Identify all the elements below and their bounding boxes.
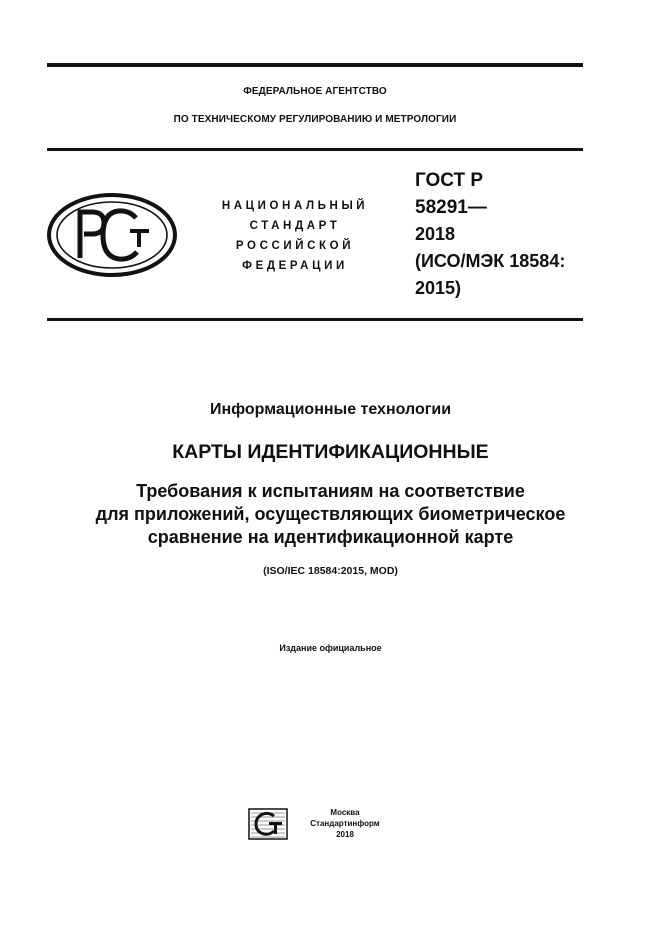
rst-certification-mark-icon — [46, 192, 178, 278]
standartinform-logo-icon — [248, 808, 288, 840]
title-sub-line-2: для приложений, осуществляющих биометрическое — [95, 504, 566, 524]
national-standard-line-2: СТАНДАРТ — [249, 220, 341, 232]
imprint-city: Москва — [330, 808, 360, 817]
imprint-publisher: Стандартинформ — [310, 819, 380, 828]
agency-line-2: ПО ТЕХНИЧЕСКОМУ РЕГУЛИРОВАНИЮ И МЕТРОЛОГИИ — [173, 114, 457, 125]
header-bottom-rule — [47, 148, 583, 151]
top-rule — [47, 63, 583, 67]
title-sub — [0, 480, 661, 549]
designation-line-2: 58291— — [415, 197, 487, 218]
imprint — [300, 807, 390, 840]
iso-reference: (ISO/IEC 18584:2015, MOD) — [263, 565, 398, 577]
national-standard-line-4: ФЕДЕРАЦИИ — [242, 260, 348, 272]
designation-line-3: 2018 — [415, 224, 456, 244]
national-standard-line-1: НАЦИОНАЛЬНЫЙ — [221, 200, 369, 212]
designation-line-4: (ИСО/МЭК 18584: — [415, 251, 566, 271]
title-sub-line-1: Требования к испытаниям на соответствие — [136, 481, 525, 501]
title-main: КАРТЫ ИДЕНТИФИКАЦИОННЫЕ — [172, 441, 489, 463]
title-group: Информационные технологии — [209, 401, 452, 418]
agency-line-1: ФЕДЕРАЛЬНОЕ АГЕНТСТВО — [243, 86, 387, 97]
middle-rule — [47, 318, 583, 321]
edition-label: Издание официальное — [279, 643, 382, 653]
designation-line-1: ГОСТ Р — [415, 170, 484, 191]
designation-line-5: 2015) — [415, 278, 462, 298]
title-sub-line-3: сравнение на идентификационной карте — [147, 527, 514, 547]
national-standard-line-3: РОССИЙСКОЙ — [235, 240, 355, 252]
imprint-year: 2018 — [336, 830, 354, 839]
designation-block — [415, 167, 585, 302]
